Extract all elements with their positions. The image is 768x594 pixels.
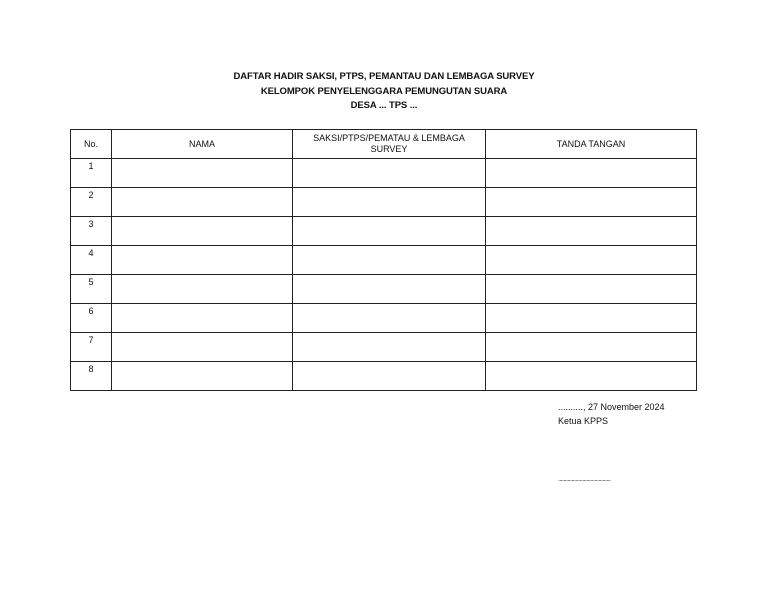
column-header-no: No. [71, 130, 112, 159]
cell-tanda-tangan [486, 217, 697, 246]
signature-name-line: ....................................... [558, 476, 611, 483]
table-row [71, 217, 697, 246]
cell-saksi [293, 304, 486, 333]
document-header [0, 70, 768, 114]
cell-saksi [293, 159, 486, 188]
cell-saksi [293, 217, 486, 246]
cell-nama [112, 159, 293, 188]
cell-saksi [293, 246, 486, 275]
cell-nama [112, 275, 293, 304]
cell-nama [112, 246, 293, 275]
attendance-table [70, 129, 697, 391]
header-title-line-3: DESA ... TPS ... [350, 100, 418, 111]
row-number: 1 [71, 159, 112, 188]
cell-saksi [293, 275, 486, 304]
signature-block [558, 400, 665, 428]
header-title-line-1: DAFTAR HADIR SAKSI, PTPS, PEMANTAU DAN LEMBAGA SURVEY [233, 71, 535, 82]
table-row [71, 275, 697, 304]
column-header-nama: NAMA [112, 130, 293, 159]
row-number: 6 [71, 304, 112, 333]
table-row [71, 159, 697, 188]
signature-date: .........., 27 November 2024 [558, 402, 665, 412]
cell-saksi [293, 188, 486, 217]
cell-nama [112, 362, 293, 391]
cell-tanda-tangan [486, 333, 697, 362]
table-row [71, 246, 697, 275]
table-row [71, 362, 697, 391]
signature-role: Ketua KPPS [558, 416, 609, 426]
table-row [71, 188, 697, 217]
row-number: 4 [71, 246, 112, 275]
table-row [71, 304, 697, 333]
row-number: 7 [71, 333, 112, 362]
cell-saksi [293, 362, 486, 391]
column-header-tanda-tangan: TANDA TANGAN [486, 130, 697, 159]
cell-tanda-tangan [486, 362, 697, 391]
cell-nama [112, 304, 293, 333]
header-title-line-2: KELOMPOK PENYELENGGARA PEMUNGUTAN SUARA [260, 85, 508, 97]
row-number: 3 [71, 217, 112, 246]
cell-nama [112, 333, 293, 362]
column-header-saksi-label: SAKSI/PTPS/PEMATAU & LEMBAGA SURVEY [313, 133, 465, 154]
row-number: 2 [71, 188, 112, 217]
table-header-row [71, 130, 697, 159]
column-header-saksi [293, 130, 486, 159]
table-row [71, 333, 697, 362]
cell-tanda-tangan [486, 275, 697, 304]
cell-tanda-tangan [486, 246, 697, 275]
cell-tanda-tangan [486, 188, 697, 217]
cell-tanda-tangan [486, 159, 697, 188]
row-number: 8 [71, 362, 112, 391]
cell-nama [112, 217, 293, 246]
cell-saksi [293, 333, 486, 362]
cell-tanda-tangan [486, 304, 697, 333]
row-number: 5 [71, 275, 112, 304]
cell-nama [112, 188, 293, 217]
